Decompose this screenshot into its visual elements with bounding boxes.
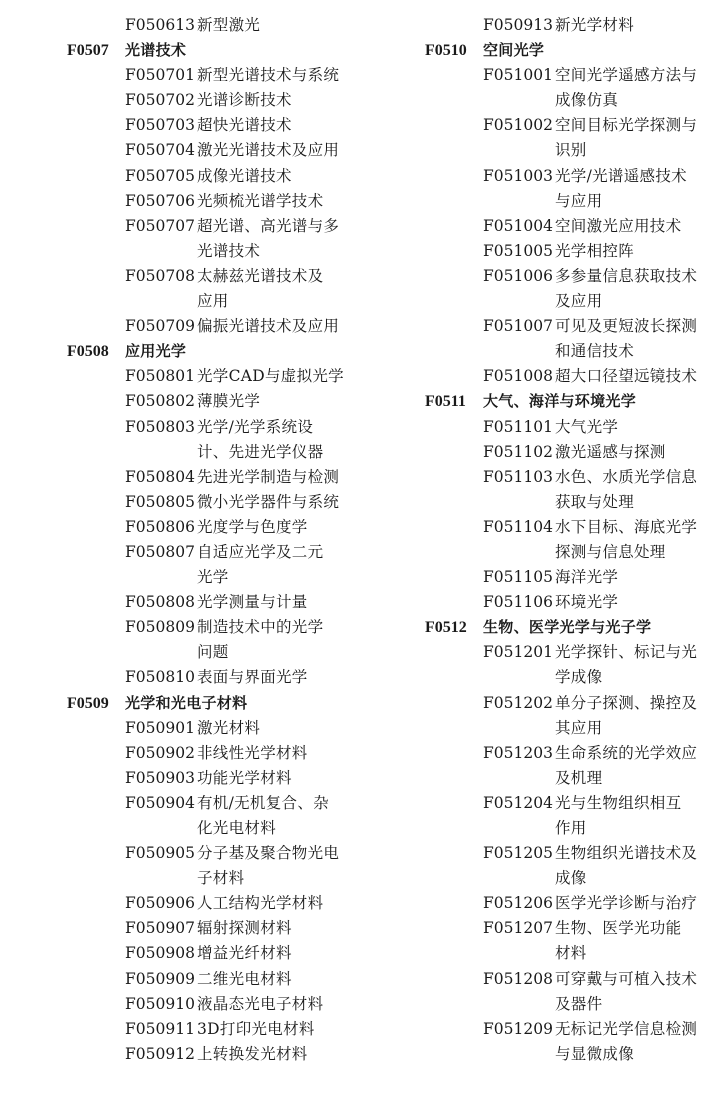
entry-code: F050805 (125, 492, 195, 511)
entry-row (425, 364, 715, 389)
entry-text: 医学光学诊断与治疗 (555, 894, 698, 913)
entry-row (67, 164, 367, 189)
entry-row (67, 916, 367, 941)
entry-text: 空间光学遥感方法与 (555, 66, 698, 85)
section-heading (67, 339, 367, 364)
entry-row (425, 113, 715, 138)
entry-continuation (67, 816, 367, 841)
entry-continuation (67, 289, 367, 314)
entry-code: F051006 (483, 266, 553, 285)
entry-row (67, 189, 367, 214)
section-code: F0511 (425, 393, 466, 411)
entry-code: F050911 (125, 1019, 195, 1038)
entry-text: 光学相控阵 (555, 241, 635, 260)
entry-text: 激光遥感与探测 (555, 442, 666, 461)
entry-row (425, 314, 715, 339)
entry-text: 学成像 (555, 668, 603, 687)
entry-row (425, 741, 715, 766)
entry-continuation (67, 565, 367, 590)
entry-text: 及机理 (555, 768, 603, 787)
section-code: F0509 (67, 694, 109, 712)
entry-text: 单分子探测、操控及 (555, 693, 698, 712)
entry-row (425, 239, 715, 264)
entry-text: 超大口径望远镜技术 (555, 367, 698, 386)
entry-row (67, 590, 367, 615)
entry-code: F051106 (483, 593, 553, 612)
entry-text: 化光电材料 (197, 819, 277, 837)
entry-text: 激光材料 (197, 718, 261, 737)
entry-text: 上转换发光材料 (197, 1044, 308, 1063)
entry-code: F051103 (483, 467, 553, 486)
entry-row (425, 164, 715, 189)
entry-row (67, 540, 367, 565)
entry-row (67, 992, 367, 1017)
entry-row (67, 716, 367, 741)
entry-text: 光学/光谱遥感技术 (555, 166, 687, 185)
entry-continuation (425, 816, 715, 841)
entry-text: 光学/光学系统设 (197, 417, 314, 436)
entry-text: 二维光电材料 (197, 969, 292, 988)
entry-text: 光与生物组织相互 (555, 793, 682, 812)
entry-text: 生物、医学光功能 (555, 919, 682, 938)
entry-continuation (425, 866, 715, 891)
entry-continuation (425, 992, 715, 1017)
entry-text: 偏振光谱技术及应用 (197, 317, 340, 336)
entry-continuation (425, 490, 715, 515)
entry-text: 光学 (197, 568, 229, 587)
entry-row (425, 440, 715, 465)
entry-row (425, 640, 715, 665)
entry-row (425, 515, 715, 540)
section-title: 光谱技术 (125, 41, 187, 60)
entry-text: 液晶态光电子材料 (197, 994, 324, 1013)
entry-row (425, 967, 715, 992)
entry-text: 应用 (197, 292, 229, 311)
entry-text: 问题 (197, 643, 229, 662)
entry-row (67, 138, 367, 163)
entry-text: 新光学材料 (555, 16, 635, 34)
entry-continuation (425, 339, 715, 364)
entry-code: F050808 (125, 593, 195, 612)
entry-continuation (67, 640, 367, 665)
entry-row (67, 791, 367, 816)
right-column (425, 13, 715, 1067)
entry-text: 材料 (555, 944, 587, 963)
entry-text: 及器件 (555, 994, 603, 1013)
entry-text: 空间目标光学探测与 (555, 116, 698, 135)
entry-text: 有机/无机复合、杂 (197, 793, 329, 812)
entry-row (425, 63, 715, 88)
entry-text: 光频梳光谱学技术 (197, 191, 324, 210)
entry-row (425, 465, 715, 490)
section-heading (425, 389, 715, 414)
entry-text: 光学探针、标记与光 (555, 643, 698, 662)
entry-row (425, 13, 715, 38)
entry-text: 成像 (555, 869, 587, 888)
entry-text: 生命系统的光学效应 (555, 743, 698, 762)
section-title: 光学和光电子材料 (125, 693, 248, 712)
entry-row (425, 264, 715, 289)
entry-row (67, 113, 367, 138)
entry-row (425, 891, 715, 916)
entry-text: 新型激光 (197, 16, 261, 34)
entry-code: F050803 (125, 417, 195, 436)
entry-row (67, 967, 367, 992)
entry-text: 光学测量与计量 (197, 593, 308, 612)
entry-row (67, 490, 367, 515)
entry-text: 海洋光学 (555, 568, 619, 587)
entry-text: 成像光谱技术 (197, 166, 292, 185)
section-heading (425, 615, 715, 640)
entry-continuation (425, 540, 715, 565)
entry-text: 太赫兹光谱技术及 (197, 266, 324, 285)
entry-continuation (425, 88, 715, 113)
entry-text: 水色、水质光学信息 (555, 467, 698, 486)
entry-text: 子材料 (197, 869, 245, 888)
entry-text: 微小光学器件与系统 (197, 492, 340, 511)
entry-code: F050806 (125, 517, 195, 536)
entry-text: 与显微成像 (555, 1044, 635, 1063)
entry-code: F050703 (125, 116, 195, 135)
entry-continuation (425, 665, 715, 690)
entry-continuation (67, 239, 367, 264)
entry-text: 功能光学材料 (197, 768, 292, 787)
entry-row (67, 264, 367, 289)
entry-code: F050706 (125, 191, 195, 210)
entry-code: F050901 (125, 718, 195, 737)
entry-continuation (67, 440, 367, 465)
entry-code: F051104 (483, 517, 553, 536)
entry-code: F050709 (125, 317, 195, 336)
section-title: 空间光学 (483, 41, 545, 60)
entry-text: 光谱诊断技术 (197, 91, 292, 110)
entry-code: F050904 (125, 793, 195, 812)
entry-text: 辐射探测材料 (197, 919, 292, 938)
entry-text: 可见及更短波长探测 (555, 317, 698, 336)
entry-row (67, 364, 367, 389)
entry-text: 新型光谱技术与系统 (197, 66, 340, 85)
entry-text: 分子基及聚合物光电 (197, 844, 340, 863)
entry-code: F051209 (483, 1019, 553, 1038)
entry-code: F051007 (483, 317, 553, 336)
entry-row (67, 63, 367, 88)
entry-text: 大气光学 (555, 417, 619, 436)
entry-code: F051202 (483, 693, 553, 712)
entry-code: F051205 (483, 844, 553, 863)
entry-code: F051001 (483, 66, 553, 85)
entry-code: F050910 (125, 994, 195, 1013)
entry-code: F050807 (125, 542, 195, 561)
entry-continuation (425, 289, 715, 314)
entry-row (67, 766, 367, 791)
section-code: F0512 (425, 619, 467, 637)
entry-code: F051206 (483, 894, 553, 913)
entry-row (67, 741, 367, 766)
entry-continuation (425, 716, 715, 741)
section-heading (67, 38, 367, 63)
entry-code: F050708 (125, 266, 195, 285)
section-title: 大气、海洋与环境光学 (483, 392, 637, 411)
entry-text: 和通信技术 (555, 342, 635, 361)
section-code: F0508 (67, 343, 109, 361)
entry-text: 增益光纤材料 (197, 944, 292, 963)
entry-row (425, 841, 715, 866)
entry-text: 3D打印光电材料 (197, 1019, 315, 1038)
entry-row (67, 941, 367, 966)
entry-text: 环境光学 (555, 593, 619, 612)
entry-text: 计、先进光学仪器 (197, 442, 324, 461)
entry-code: F050906 (125, 894, 195, 913)
entry-row (67, 615, 367, 640)
entry-continuation (425, 189, 715, 214)
entry-continuation (425, 941, 715, 966)
entry-row (425, 214, 715, 239)
entry-code: F050810 (125, 668, 195, 687)
entry-code: F050613 (125, 16, 195, 34)
entry-text: 先进光学制造与检测 (197, 467, 340, 486)
entry-code: F050912 (125, 1044, 195, 1063)
entry-row (67, 415, 367, 440)
entry-code: F050902 (125, 743, 195, 762)
entry-code: F050909 (125, 969, 195, 988)
entry-code: F051003 (483, 166, 553, 185)
entry-text: 与应用 (555, 191, 603, 210)
entry-text: 可穿戴与可植入技术 (555, 969, 698, 988)
entry-code: F051203 (483, 743, 553, 762)
entry-text: 非线性光学材料 (197, 743, 308, 762)
section-title: 生物、医学光学与光子学 (483, 618, 652, 637)
entry-text: 超光谱、高光谱与多 (197, 216, 340, 235)
entry-text: 制造技术中的光学 (197, 618, 324, 637)
entry-row (67, 389, 367, 414)
entry-code: F050908 (125, 944, 195, 963)
entry-row (425, 590, 715, 615)
entry-code: F050704 (125, 141, 195, 160)
entry-row (67, 1017, 367, 1042)
entry-row (67, 214, 367, 239)
entry-row (425, 691, 715, 716)
entry-code: F050907 (125, 919, 195, 938)
entry-code: F050702 (125, 91, 195, 110)
entry-continuation (425, 138, 715, 163)
entry-code: F051102 (483, 442, 553, 461)
entry-text: 自适应光学及二元 (197, 542, 324, 561)
entry-code: F051002 (483, 116, 553, 135)
entry-code: F050801 (125, 367, 195, 386)
entry-row (425, 1017, 715, 1042)
entry-code: F051105 (483, 568, 553, 587)
entry-text: 光度学与色度学 (197, 517, 308, 536)
entry-text: 激光光谱技术及应用 (197, 141, 340, 160)
entry-code: F050903 (125, 768, 195, 787)
entry-text: 作用 (555, 819, 587, 837)
entry-row (425, 415, 715, 440)
entry-code: F051008 (483, 367, 553, 386)
entry-row (67, 841, 367, 866)
entry-code: F050701 (125, 66, 195, 85)
entry-text: 多参量信息获取技术 (555, 266, 698, 285)
section-code: F0510 (425, 42, 467, 60)
entry-text: 成像仿真 (555, 91, 619, 110)
entry-code: F050905 (125, 844, 195, 863)
entry-text: 薄膜光学 (197, 392, 261, 411)
entry-text: 生物组织光谱技术及 (555, 844, 698, 863)
entry-row (67, 891, 367, 916)
entry-row (425, 916, 715, 941)
entry-text: 表面与界面光学 (197, 668, 308, 687)
entry-text: 无标记光学信息检测 (555, 1019, 698, 1038)
entry-code: F051101 (483, 417, 553, 436)
entry-row (67, 13, 367, 38)
entry-code: F051201 (483, 643, 553, 662)
entry-row (67, 1042, 367, 1067)
entry-text: 光谱技术 (197, 241, 261, 260)
entry-code: F051208 (483, 969, 553, 988)
section-heading (67, 691, 367, 716)
entry-row (67, 465, 367, 490)
entry-code: F050809 (125, 618, 195, 637)
entry-text: 超快光谱技术 (197, 116, 292, 135)
entry-continuation (425, 1042, 715, 1067)
entry-code: F050913 (483, 16, 553, 34)
entry-code: F051004 (483, 216, 553, 235)
entry-text: 识别 (555, 141, 587, 160)
left-column (67, 13, 367, 1067)
entry-code: F050802 (125, 392, 195, 411)
entry-continuation (67, 866, 367, 891)
entry-text: 空间激光应用技术 (555, 216, 682, 235)
entry-text: 水下目标、海底光学 (555, 517, 698, 536)
entry-text: 及应用 (555, 292, 603, 311)
entry-row (67, 314, 367, 339)
section-title: 应用光学 (125, 342, 187, 361)
entry-row (67, 88, 367, 113)
entry-row (67, 515, 367, 540)
entry-code: F050804 (125, 467, 195, 486)
section-heading (425, 38, 715, 63)
entry-text: 探测与信息处理 (555, 542, 666, 561)
entry-code: F051204 (483, 793, 553, 812)
entry-code: F050707 (125, 216, 195, 235)
entry-code: F050705 (125, 166, 195, 185)
entry-text: 人工结构光学材料 (197, 894, 324, 913)
entry-text: 其应用 (555, 718, 603, 737)
entry-code: F051207 (483, 919, 553, 938)
entry-row (67, 665, 367, 690)
entry-row (425, 565, 715, 590)
section-code: F0507 (67, 42, 109, 60)
entry-text: 光学CAD与虚拟光学 (197, 367, 344, 386)
entry-continuation (425, 766, 715, 791)
entry-row (425, 791, 715, 816)
entry-code: F051005 (483, 241, 553, 260)
entry-text: 获取与处理 (555, 492, 635, 511)
